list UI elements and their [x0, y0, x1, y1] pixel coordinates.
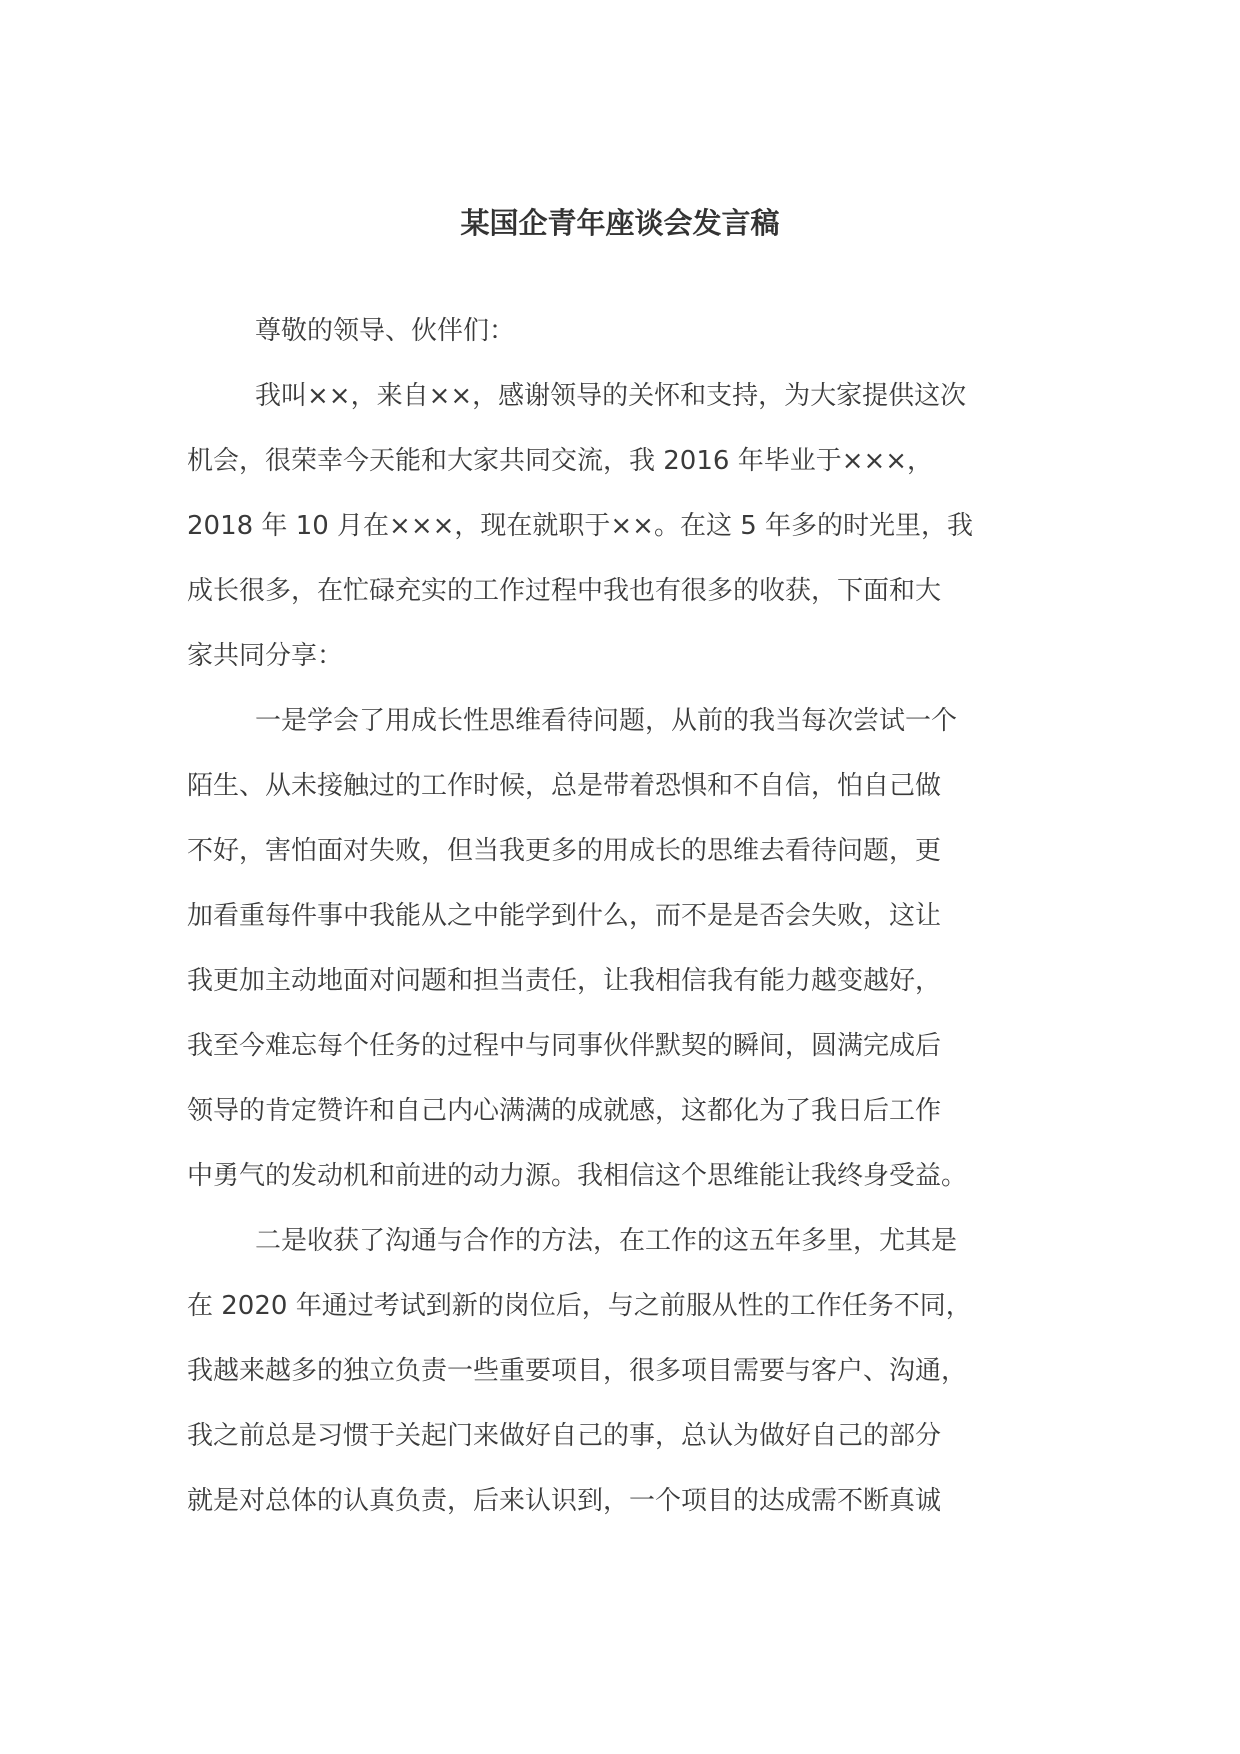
paragraph-salutation	[187, 299, 1057, 364]
text-line: 不好，害怕面对失败，但当我更多的用成长的思维去看待问题，更	[187, 836, 942, 866]
text-line: 中勇气的发动机和前进的动力源。我相信这个思维能让我终身受益。	[187, 1161, 968, 1191]
text-line: 在 2020 年通过考试到新的岗位后，与之前服从性的工作任务不同，	[187, 1291, 972, 1321]
paragraph-point-two	[187, 1209, 1057, 1534]
text-line: 一是学会了用成长性思维看待问题，从前的我当每次尝试一个	[255, 706, 958, 736]
text-line: 机会，很荣幸今天能和大家共同交流，我 2016 年毕业于×××，	[187, 446, 934, 476]
text-line: 就是对总体的认真负责，后来认识到，一个项目的达成需不断真诚	[187, 1486, 942, 1516]
text-line: 领导的肯定赞许和自己内心满满的成就感，这都化为了我日后工作	[187, 1096, 942, 1126]
text-line: 我更加主动地面对问题和担当责任，让我相信我有能力越变越好，	[187, 966, 942, 996]
text-line: 我至今难忘每个任务的过程中与同事伙伴默契的瞬间，圆满完成后	[187, 1031, 942, 1061]
document-title: 某国企青年座谈会发言稿	[460, 206, 780, 240]
text-line: 2018 年 10 月在×××，现在就职于××。在这 5 年多的时光里，我	[187, 511, 974, 541]
text-line: 成长很多，在忙碌充实的工作过程中我也有很多的收获，下面和大	[187, 576, 942, 606]
paragraph-introduction	[187, 364, 1057, 689]
text-line: 二是收获了沟通与合作的方法，在工作的这五年多里，尤其是	[255, 1226, 958, 1256]
text-line: 尊敬的领导、伙伴们：	[255, 316, 516, 346]
text-line: 我越来越多的独立负责一些重要项目，很多项目需要与客户、沟通，	[187, 1356, 968, 1386]
text-line: 陌生、从未接触过的工作时候，总是带着恐惧和不自信，怕自己做	[187, 771, 942, 801]
text-line: 我之前总是习惯于关起门来做好自己的事，总认为做好自己的部分	[187, 1421, 942, 1451]
text-line: 加看重每件事中我能从之中能学到什么，而不是是否会失败，这让	[187, 901, 942, 931]
text-line: 我叫××，来自××，感谢领导的关怀和支持，为大家提供这次	[255, 381, 967, 411]
document-body	[187, 299, 1057, 1534]
text-line: 家共同分享：	[187, 641, 344, 671]
paragraph-point-one	[187, 689, 1057, 1209]
